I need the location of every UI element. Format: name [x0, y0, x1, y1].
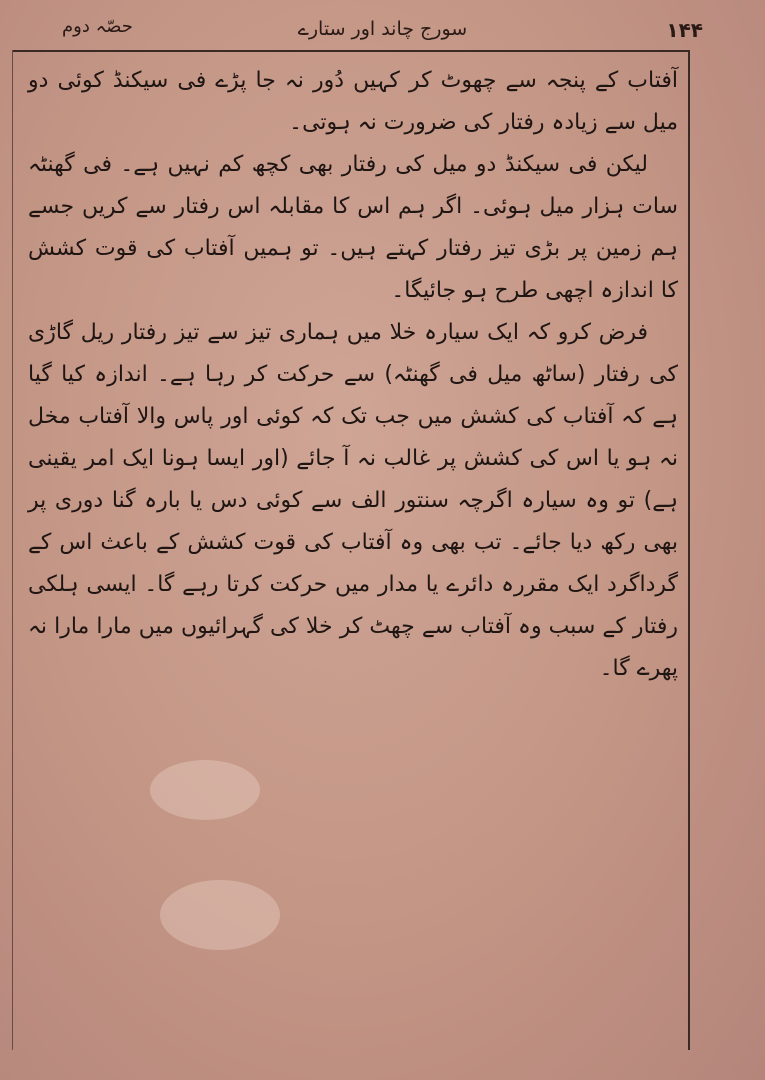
paper-stain — [150, 760, 260, 820]
frame-top-rule — [12, 50, 690, 52]
paragraph-2: لیکن فی سیکنڈ دو میل کی رفتار بھی کچھ کم نہیں ہے۔ فی گھنٹہ سات ہزار میل ہوئی۔ اگر ہم اس کا مقابلہ اس رفتار سے کریں جسے ہم زمین پر بڑی تیز رفتار کہتے ہیں۔ تو ہمیں آفتاب کی قوت کشش کا اندازہ اچھی طرح ہو جائیگا۔ — [28, 152, 678, 303]
body-text — [28, 60, 678, 690]
paragraph-1: آفتاب کے پنجہ سے چھوٹ کر کہیں دُور نہ جا پڑے فی سیکنڈ کوئی دو میل سے زیادہ رفتار کی ضرورت نہ ہوتی۔ — [28, 68, 678, 135]
paper-stain — [160, 880, 280, 950]
frame-right-rule — [688, 50, 690, 1050]
page-number: ۱۴۴ — [666, 18, 703, 42]
running-title: سورج چاند اور ستارے — [297, 18, 468, 40]
page-header — [22, 14, 743, 48]
frame-left-rule — [12, 50, 13, 1050]
paragraph-3: فرض کرو کہ ایک سیارہ خلا میں ہماری تیز سے تیز رفتار ریل گاڑی کی رفتار (ساٹھ میل فی گھنٹہ) سے حرکت کر رہا ہے۔ اندازہ کیا گیا ہے کہ آفتاب کی کشش میں جب تک کہ کوئی اور پاس والا آفتاب مخل نہ ہو یا اس کی کشش پر غالب نہ آ جائے (اور ایسا ہونا ایک امر یقینی ہے) تو وہ سیارہ اگرچہ سنتور الف سے کوئی دس یا بارہ گنا دوری پر بھی رکھ دیا جائے۔ تب بھی وہ آفتاب کی قوت کشش کے باعث اس کے گرداگرد ایک مقررہ دائرے یا مدار میں حرکت کرتا رہے گا۔ ایسی ہلکی رفتار کے سبب وہ آفتاب سے چھٹ کر خلا کی گہرائیوں میں مارا مارا نہ پھرے گا۔ — [28, 320, 678, 681]
section-label: حصّہ دوم — [62, 16, 133, 37]
